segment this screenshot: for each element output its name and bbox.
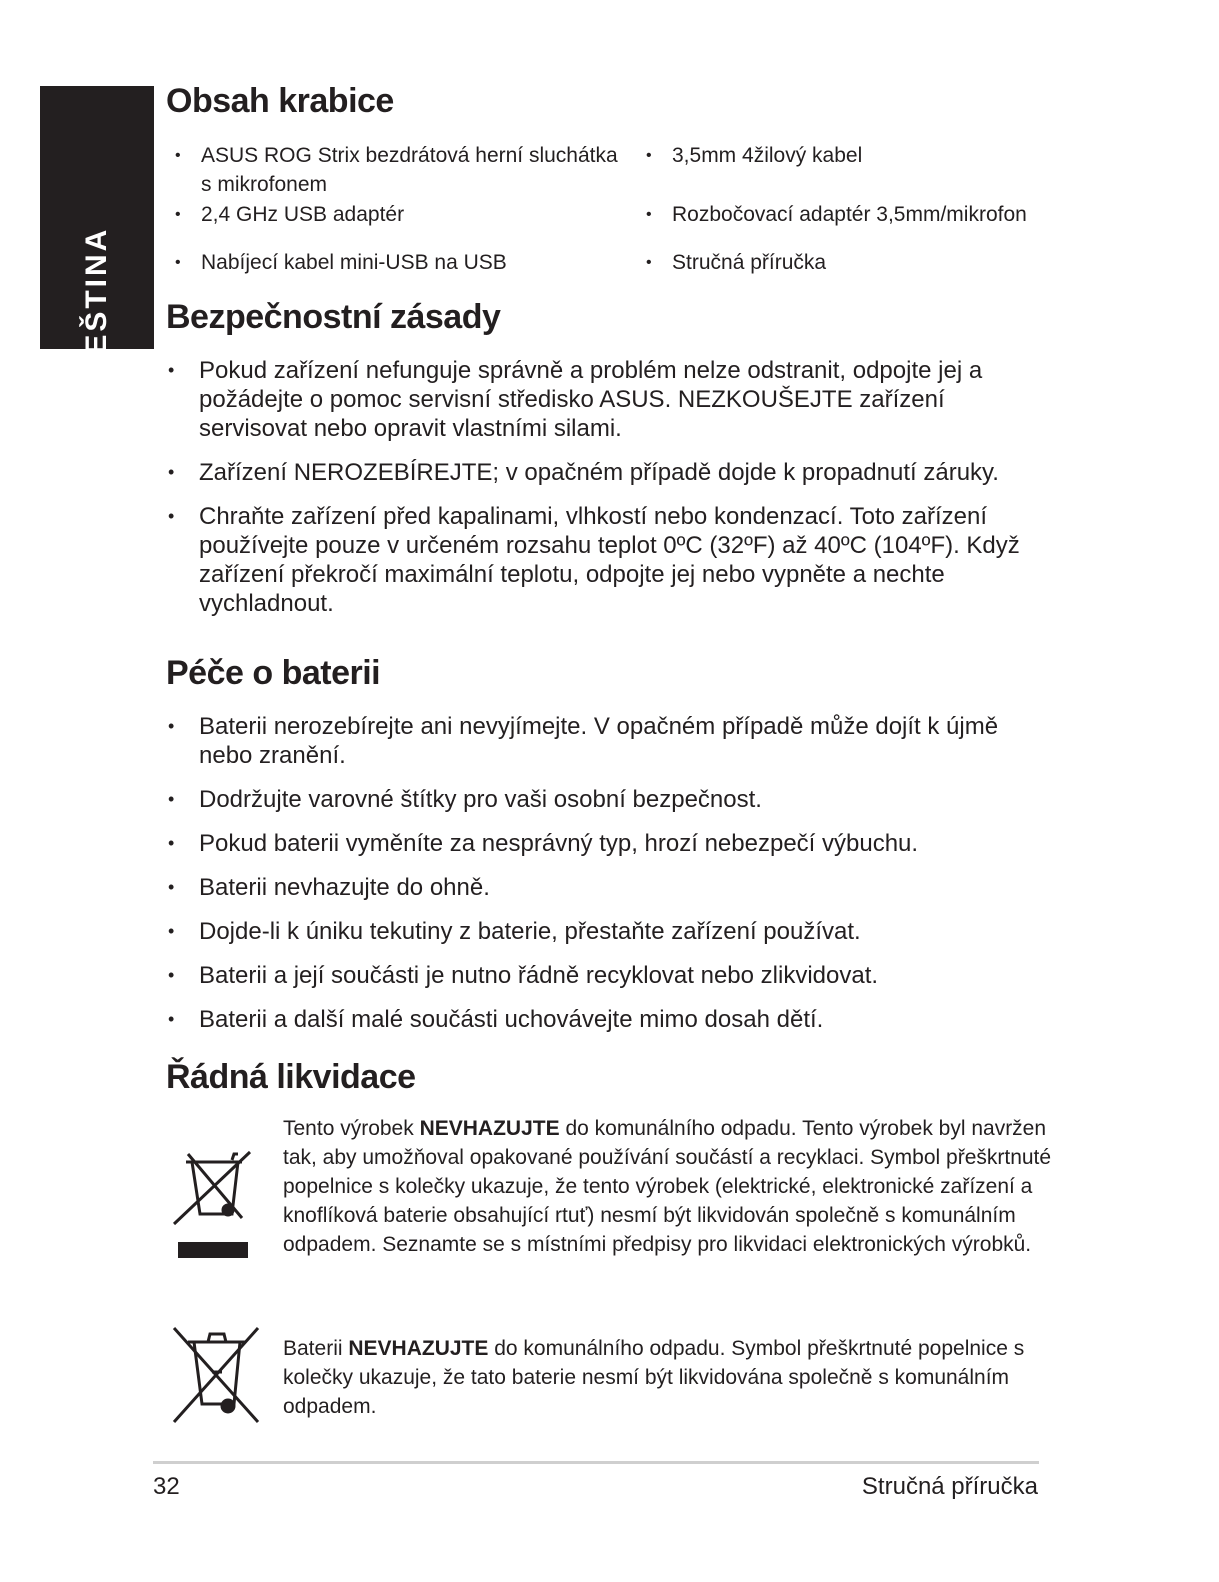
list-item: • Nabíjecí kabel mini-USB na USB — [201, 248, 626, 277]
box-contents-heading: Obsah krabice — [166, 82, 394, 120]
list-item: • Dojde-li k úniku tekutiny z baterie, přestaňte zařízení používat. — [199, 917, 1049, 946]
list-item: • Baterii a další malé součásti uchovávejte mimo dosah dětí. — [199, 1005, 1049, 1034]
list-item: • 3,5mm 4žilový kabel — [672, 141, 1042, 170]
safety-heading: Bezpečnostní zásady — [166, 298, 501, 336]
list-item: • Baterii a její součásti je nutno řádně recyklovat nebo zlikvidovat. — [199, 961, 1049, 990]
list-item: • Baterii nevhazujte do ohně. — [199, 873, 1049, 902]
crossed-out-wheelie-bin-icon — [170, 1150, 254, 1262]
list-item: • Baterii nerozebírejte ani nevyjímejte. V opačném případě může dojít k újmě nebo zranění. — [199, 712, 1049, 770]
language-label: ČEŠTINA — [80, 226, 113, 380]
list-item: • Zařízení NEROZEBÍREJTE; v opačném případě dojde k propadnutí záruky. — [199, 458, 1049, 487]
list-item: • Dodržujte varovné štítky pro vaši osobní bezpečnost. — [199, 785, 1049, 814]
footer-divider — [153, 1461, 1039, 1464]
list-item: • Pokud baterii vyměníte za nesprávný typ, hrozí nebezpečí výbuchu. — [199, 829, 1049, 858]
list-item: • Rozbočovací adaptér 3,5mm/mikrofon — [672, 200, 1042, 229]
list-item: • Chraňte zařízení před kapalinami, vlhkostí nebo kondenzací. Toto zařízení používejte pouze v určeném rozsahu teplot 0ºC (32ºF) až 40ºC (104ºF). Když zařízení překročí maximální teplotu, odpojte jej nebo vypněte a nechte vychladnout. — [199, 502, 1049, 618]
battery-care-list — [199, 712, 1049, 1049]
crossed-out-battery-bin-icon — [170, 1326, 262, 1426]
page-number: 32 — [153, 1473, 180, 1500]
list-item: • 2,4 GHz USB adaptér — [201, 200, 626, 229]
list-item: • Stručná příručka — [672, 248, 1042, 277]
battery-disposal-text: Baterii NEVHAZUJTE do komunálního odpadu. Symbol přeškrtnuté popelnice s kolečky ukazuje, že tato baterie nesmí být likvidována společně s komunálním odpadem. — [283, 1337, 1025, 1418]
battery-care-heading: Péče o baterii — [166, 654, 381, 692]
list-item: • ASUS ROG Strix bezdrátová herní sluchátka s mikrofonem — [201, 141, 626, 199]
footer-title: Stručná příručka — [861, 1473, 1038, 1500]
product-disposal-text: Tento výrobek NEVHAZUJTE do komunálního odpadu. Tento výrobek byl navržen tak, aby umožňoval opakované používání součástí a recyklaci. Symbol přeškrtnuté popelnice s kolečky ukazuje, že tento výrobek (elektrické, elektronické zařízení a knoflíková baterie obsahující rtuť) nesmí být likvidován společně s komunálním odpadem. Seznamte se s místními předpisy pro likvidaci elektronických výrobků. — [283, 1117, 1052, 1256]
disposal-heading: Řádná likvidace — [166, 1058, 416, 1096]
list-item: • Pokud zařízení nefunguje správně a problém nelze odstranit, odpojte jej a požádejte o pomoc servisní středisko ASUS. NEZKOUŠEJTE zařízení servisovat nebo opravit vlastními silami. — [199, 356, 1049, 443]
language-tab — [40, 86, 154, 380]
safety-list — [199, 356, 1049, 633]
